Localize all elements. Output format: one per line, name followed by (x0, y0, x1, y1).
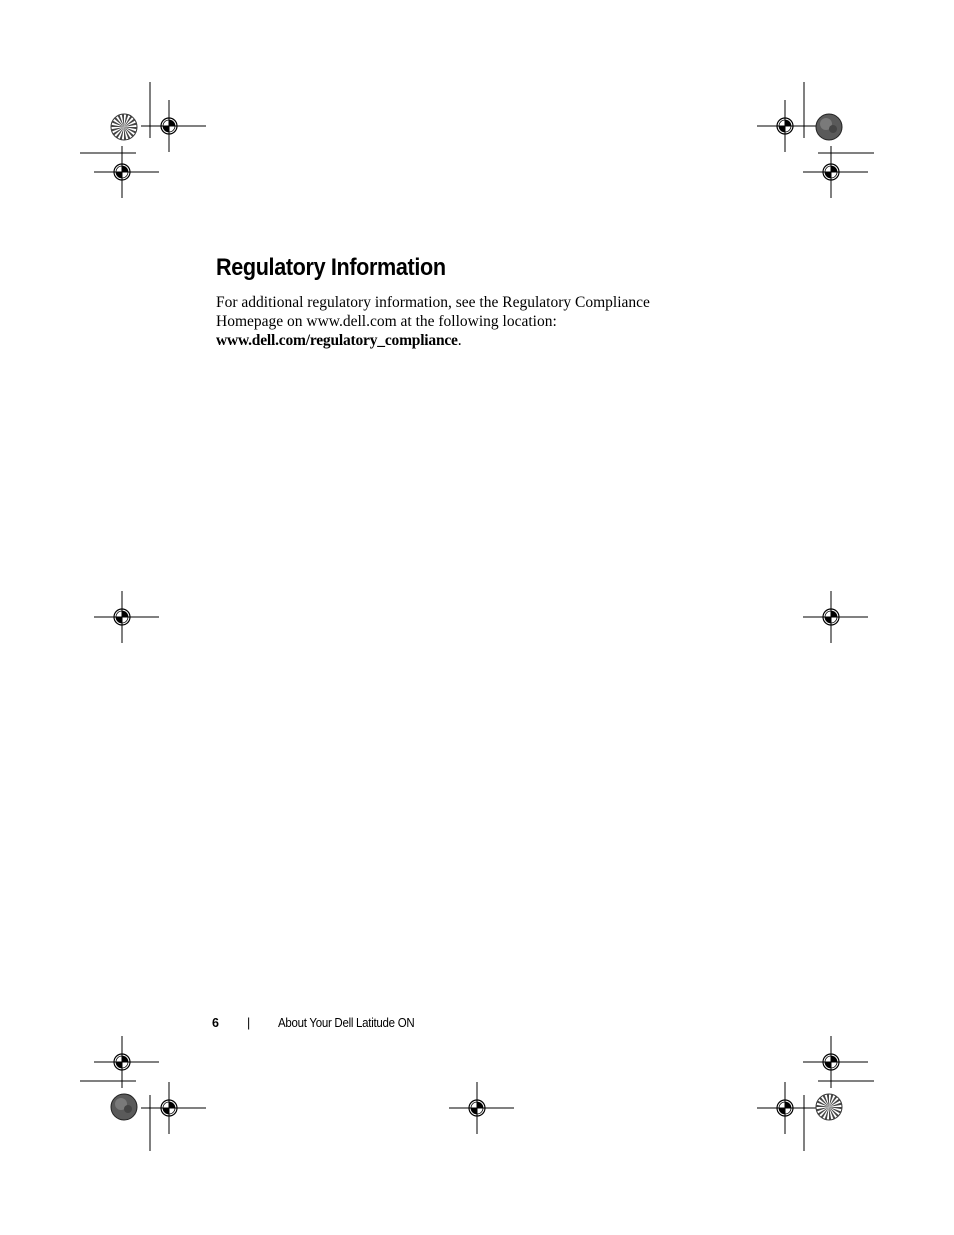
registration-mark-icon (94, 146, 159, 198)
registration-mark-icon (803, 1036, 868, 1088)
body-line-2: Homepage on www.dell.com at the following location: (216, 313, 557, 330)
color-target-icon (111, 114, 137, 140)
registration-mark-icon (803, 591, 868, 643)
footer-title: About Your Dell Latitude ON (278, 1016, 415, 1030)
footer-separator: | (247, 1016, 251, 1030)
registration-mark-icon (141, 1082, 206, 1134)
page-number: 6 (212, 1016, 219, 1030)
registration-mark-icon (757, 1082, 822, 1134)
registration-mark-icon (803, 146, 868, 198)
registration-mark-icon (141, 100, 206, 152)
body-suffix: . (457, 332, 462, 349)
registration-mark-icon (94, 1036, 159, 1088)
color-target-icon (111, 1094, 137, 1120)
color-target-icon (816, 114, 842, 140)
registration-mark-icon (94, 591, 159, 643)
body-line-1: For additional regulatory information, see the Regulatory Compliance (216, 294, 650, 311)
registration-mark-icon (449, 1082, 514, 1134)
color-target-icon (816, 1094, 842, 1120)
regulatory-link[interactable]: www.dell.com/regulatory_compliance (216, 332, 458, 349)
body-paragraph (216, 293, 716, 350)
registration-mark-icon (757, 100, 822, 152)
page-title: Regulatory Information (216, 254, 446, 281)
